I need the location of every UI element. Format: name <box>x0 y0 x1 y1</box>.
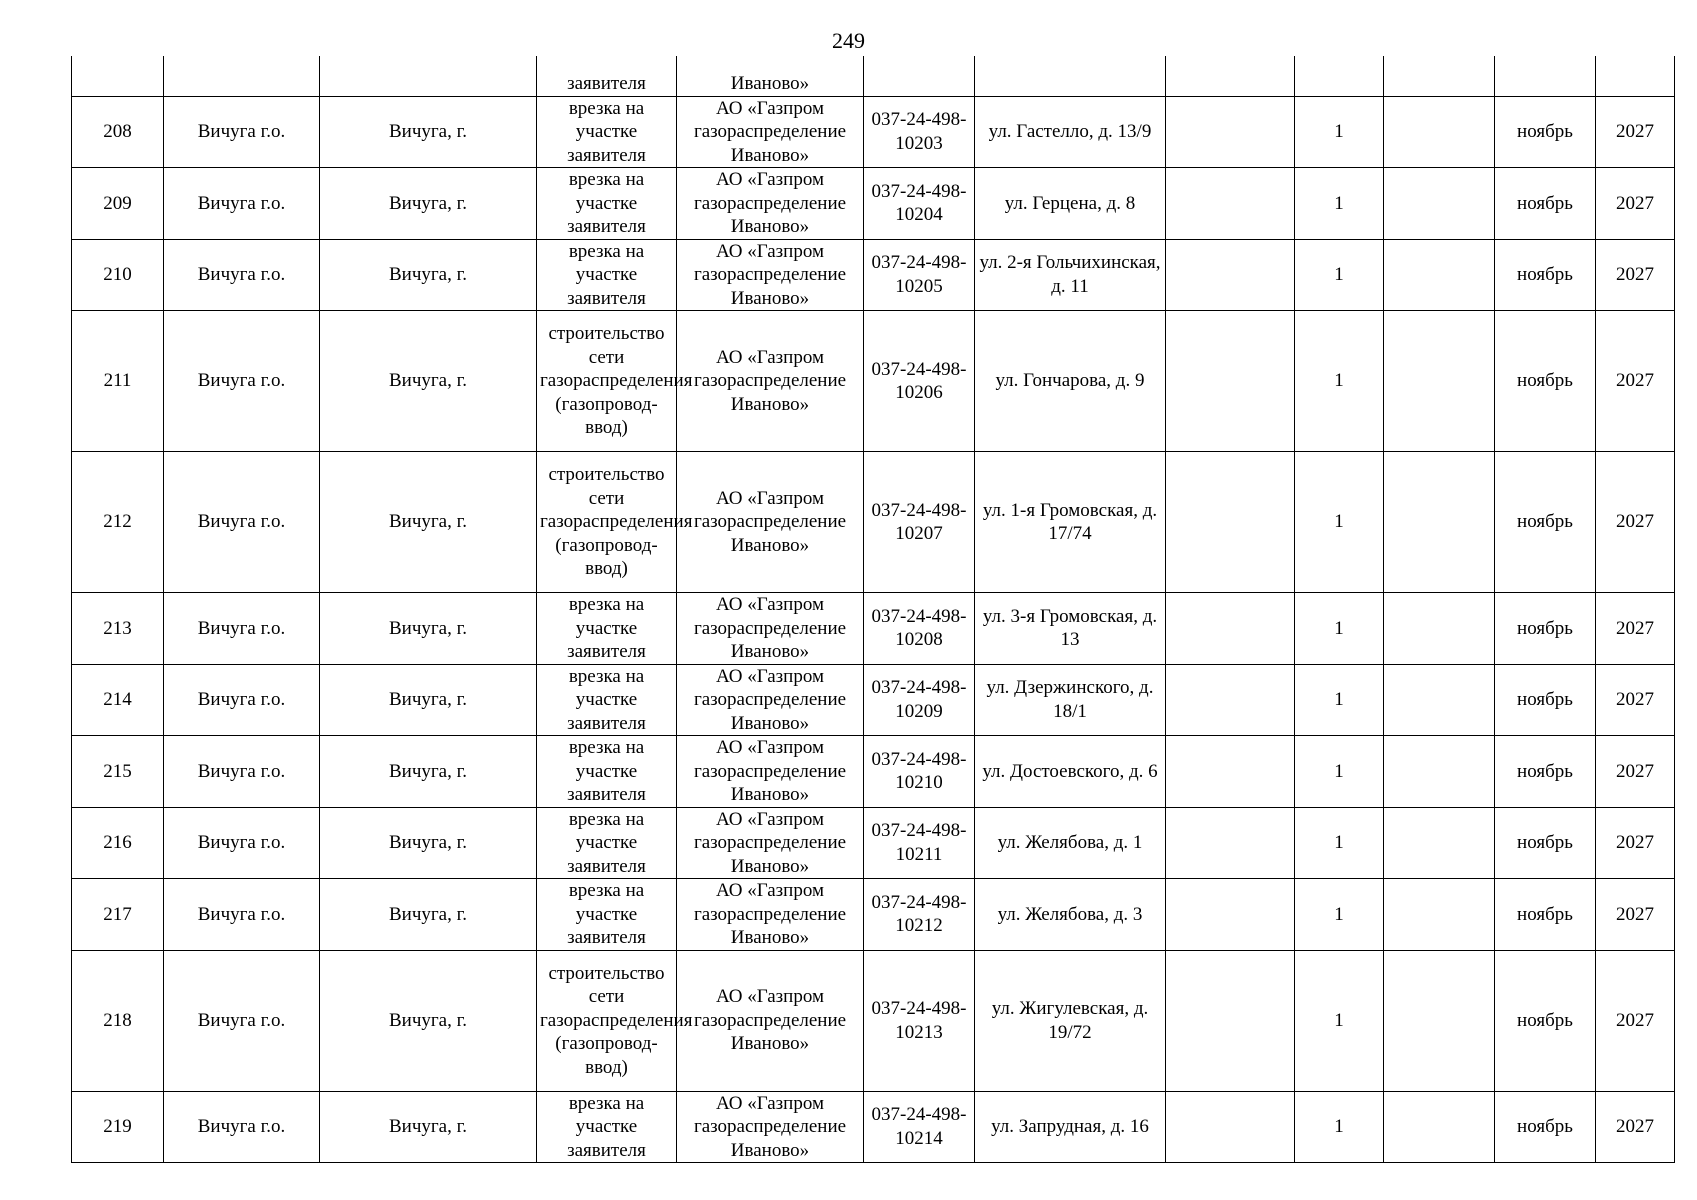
table-row <box>72 452 1675 593</box>
cell-work-type: строительство сети газораспределения (газопровод-ввод) <box>537 311 677 452</box>
cell-organization: АО «Газпром газораспределение Иваново» <box>677 736 864 808</box>
cell-address <box>975 56 1166 96</box>
cell-settlement: Вичуга, г. <box>320 452 537 593</box>
cell-code <box>864 56 975 96</box>
cell-settlement: Вичуга, г. <box>320 950 537 1091</box>
cell-year: 2027 <box>1596 1091 1675 1163</box>
cell-work-type: врезка на участке заявителя <box>537 736 677 808</box>
cell-organization: АО «Газпром газораспределение Иваново» <box>677 239 864 311</box>
cell-num: 213 <box>72 593 164 665</box>
cell-settlement: Вичуга, г. <box>320 736 537 808</box>
cell-organization: АО «Газпром газораспределение Иваново» <box>677 311 864 452</box>
cell-work-type: врезка на участке заявителя <box>537 664 677 736</box>
cell-municipality: Вичуга г.о. <box>164 593 320 665</box>
cell-settlement: Вичуга, г. <box>320 807 537 879</box>
cell-col10 <box>1384 950 1495 1091</box>
cell-work-type: врезка на участке заявителя <box>537 1091 677 1163</box>
cell-code: 037-24-498-10209 <box>864 664 975 736</box>
cell-col10 <box>1384 56 1495 96</box>
cell-work-type: врезка на участке заявителя <box>537 96 677 168</box>
cell-num <box>72 56 164 96</box>
cell-address: ул. Дзержинского, д. 18/1 <box>975 664 1166 736</box>
cell-year: 2027 <box>1596 311 1675 452</box>
cell-num: 217 <box>72 879 164 951</box>
cell-month: ноябрь <box>1495 239 1596 311</box>
cell-month: ноябрь <box>1495 593 1596 665</box>
cell-address: ул. Гастелло, д. 13/9 <box>975 96 1166 168</box>
cell-month: ноябрь <box>1495 452 1596 593</box>
cell-municipality: Вичуга г.о. <box>164 664 320 736</box>
cell-code: 037-24-498-10204 <box>864 168 975 240</box>
table-row <box>72 950 1675 1091</box>
table-row <box>72 593 1675 665</box>
cell-col8 <box>1166 452 1295 593</box>
cell-col8 <box>1166 807 1295 879</box>
cell-settlement: Вичуга, г. <box>320 879 537 951</box>
cell-month: ноябрь <box>1495 311 1596 452</box>
cell-address: ул. 2-я Гольчихинская, д. 11 <box>975 239 1166 311</box>
cell-settlement: Вичуга, г. <box>320 96 537 168</box>
cell-address: ул. Гончарова, д. 9 <box>975 311 1166 452</box>
cell-organization: АО «Газпром газораспределение Иваново» <box>677 950 864 1091</box>
cell-settlement: Вичуга, г. <box>320 311 537 452</box>
cell-num: 208 <box>72 96 164 168</box>
cell-organization: АО «Газпром газораспределение Иваново» <box>677 168 864 240</box>
cell-organization: Иваново» <box>677 56 864 96</box>
page-number: 249 <box>832 28 865 53</box>
cell-code: 037-24-498-10214 <box>864 1091 975 1163</box>
cell-code: 037-24-498-10203 <box>864 96 975 168</box>
cell-municipality: Вичуга г.о. <box>164 736 320 808</box>
cell-qty: 1 <box>1295 239 1384 311</box>
cell-num: 215 <box>72 736 164 808</box>
cell-qty: 1 <box>1295 950 1384 1091</box>
table-body <box>72 56 1675 1163</box>
cell-num: 218 <box>72 950 164 1091</box>
cell-address: ул. Достоевского, д. 6 <box>975 736 1166 808</box>
cell-month <box>1495 56 1596 96</box>
cell-organization: АО «Газпром газораспределение Иваново» <box>677 664 864 736</box>
cell-municipality: Вичуга г.о. <box>164 168 320 240</box>
cell-qty: 1 <box>1295 664 1384 736</box>
cell-col8 <box>1166 56 1295 96</box>
cell-settlement: Вичуга, г. <box>320 593 537 665</box>
cell-year: 2027 <box>1596 96 1675 168</box>
cell-num: 214 <box>72 664 164 736</box>
cell-year: 2027 <box>1596 452 1675 593</box>
cell-organization: АО «Газпром газораспределение Иваново» <box>677 593 864 665</box>
cell-qty: 1 <box>1295 807 1384 879</box>
cell-year: 2027 <box>1596 736 1675 808</box>
cell-organization: АО «Газпром газораспределение Иваново» <box>677 879 864 951</box>
cell-month: ноябрь <box>1495 950 1596 1091</box>
table-row <box>72 736 1675 808</box>
cell-col8 <box>1166 593 1295 665</box>
cell-qty: 1 <box>1295 593 1384 665</box>
cell-municipality: Вичуга г.о. <box>164 239 320 311</box>
cell-address: ул. Жигулевская, д. 19/72 <box>975 950 1166 1091</box>
cell-month: ноябрь <box>1495 879 1596 951</box>
cell-year: 2027 <box>1596 664 1675 736</box>
cell-work-type: врезка на участке заявителя <box>537 879 677 951</box>
cell-col10 <box>1384 452 1495 593</box>
table-row <box>72 879 1675 951</box>
cell-col8 <box>1166 96 1295 168</box>
cell-code: 037-24-498-10213 <box>864 950 975 1091</box>
cell-year: 2027 <box>1596 879 1675 951</box>
cell-settlement: Вичуга, г. <box>320 664 537 736</box>
cell-address: ул. Желябова, д. 3 <box>975 879 1166 951</box>
cell-col8 <box>1166 736 1295 808</box>
cell-num: 212 <box>72 452 164 593</box>
cell-municipality: Вичуга г.о. <box>164 807 320 879</box>
cell-code: 037-24-498-10207 <box>864 452 975 593</box>
cell-month: ноябрь <box>1495 807 1596 879</box>
table-row <box>72 96 1675 168</box>
table-row <box>72 664 1675 736</box>
cell-qty <box>1295 56 1384 96</box>
table-row <box>72 807 1675 879</box>
cell-work-type: строительство сети газораспределения (газопровод-ввод) <box>537 452 677 593</box>
cell-qty: 1 <box>1295 96 1384 168</box>
cell-qty: 1 <box>1295 1091 1384 1163</box>
continuation-row <box>72 56 1675 96</box>
cell-settlement: Вичуга, г. <box>320 168 537 240</box>
cell-municipality: Вичуга г.о. <box>164 879 320 951</box>
cell-num: 219 <box>72 1091 164 1163</box>
cell-col10 <box>1384 96 1495 168</box>
cell-col8 <box>1166 311 1295 452</box>
cell-col10 <box>1384 311 1495 452</box>
cell-qty: 1 <box>1295 452 1384 593</box>
cell-col8 <box>1166 168 1295 240</box>
cell-work-type: врезка на участке заявителя <box>537 168 677 240</box>
cell-work-type: строительство сети газораспределения (газопровод-ввод) <box>537 950 677 1091</box>
cell-col8 <box>1166 664 1295 736</box>
cell-work-type: заявителя <box>537 56 677 96</box>
cell-col10 <box>1384 239 1495 311</box>
cell-code: 037-24-498-10210 <box>864 736 975 808</box>
cell-address: ул. Желябова, д. 1 <box>975 807 1166 879</box>
cell-code: 037-24-498-10208 <box>864 593 975 665</box>
gasification-schedule-table <box>71 56 1675 1163</box>
cell-work-type: врезка на участке заявителя <box>537 807 677 879</box>
cell-municipality: Вичуга г.о. <box>164 311 320 452</box>
cell-settlement: Вичуга, г. <box>320 239 537 311</box>
cell-col8 <box>1166 1091 1295 1163</box>
cell-municipality: Вичуга г.о. <box>164 950 320 1091</box>
cell-month: ноябрь <box>1495 168 1596 240</box>
cell-work-type: врезка на участке заявителя <box>537 239 677 311</box>
cell-year <box>1596 56 1675 96</box>
cell-num: 209 <box>72 168 164 240</box>
cell-address: ул. Герцена, д. 8 <box>975 168 1166 240</box>
cell-settlement <box>320 56 537 96</box>
cell-year: 2027 <box>1596 593 1675 665</box>
cell-num: 211 <box>72 311 164 452</box>
cell-month: ноябрь <box>1495 1091 1596 1163</box>
cell-num: 216 <box>72 807 164 879</box>
cell-month: ноябрь <box>1495 664 1596 736</box>
table-row <box>72 1091 1675 1163</box>
cell-organization: АО «Газпром газораспределение Иваново» <box>677 452 864 593</box>
cell-qty: 1 <box>1295 879 1384 951</box>
cell-address: ул. Запрудная, д. 16 <box>975 1091 1166 1163</box>
cell-year: 2027 <box>1596 950 1675 1091</box>
cell-organization: АО «Газпром газораспределение Иваново» <box>677 1091 864 1163</box>
cell-col10 <box>1384 807 1495 879</box>
cell-code: 037-24-498-10205 <box>864 239 975 311</box>
cell-col10 <box>1384 736 1495 808</box>
cell-organization: АО «Газпром газораспределение Иваново» <box>677 96 864 168</box>
table-row <box>72 168 1675 240</box>
table-row <box>72 311 1675 452</box>
cell-code: 037-24-498-10211 <box>864 807 975 879</box>
cell-col8 <box>1166 950 1295 1091</box>
cell-col8 <box>1166 879 1295 951</box>
cell-num: 210 <box>72 239 164 311</box>
cell-col10 <box>1384 664 1495 736</box>
cell-municipality: Вичуга г.о. <box>164 1091 320 1163</box>
cell-col10 <box>1384 168 1495 240</box>
cell-work-type: врезка на участке заявителя <box>537 593 677 665</box>
cell-qty: 1 <box>1295 736 1384 808</box>
cell-organization: АО «Газпром газораспределение Иваново» <box>677 807 864 879</box>
cell-municipality: Вичуга г.о. <box>164 96 320 168</box>
cell-address: ул. 3-я Громовская, д. 13 <box>975 593 1166 665</box>
cell-code: 037-24-498-10212 <box>864 879 975 951</box>
cell-settlement: Вичуга, г. <box>320 1091 537 1163</box>
cell-qty: 1 <box>1295 311 1384 452</box>
cell-municipality: Вичуга г.о. <box>164 452 320 593</box>
cell-month: ноябрь <box>1495 736 1596 808</box>
table-row <box>72 239 1675 311</box>
cell-col10 <box>1384 1091 1495 1163</box>
cell-month: ноябрь <box>1495 96 1596 168</box>
cell-year: 2027 <box>1596 239 1675 311</box>
cell-col8 <box>1166 239 1295 311</box>
cell-qty: 1 <box>1295 168 1384 240</box>
cell-code: 037-24-498-10206 <box>864 311 975 452</box>
cell-municipality <box>164 56 320 96</box>
cell-col10 <box>1384 593 1495 665</box>
cell-year: 2027 <box>1596 168 1675 240</box>
cell-address: ул. 1-я Громовская, д. 17/74 <box>975 452 1166 593</box>
cell-col10 <box>1384 879 1495 951</box>
cell-year: 2027 <box>1596 807 1675 879</box>
